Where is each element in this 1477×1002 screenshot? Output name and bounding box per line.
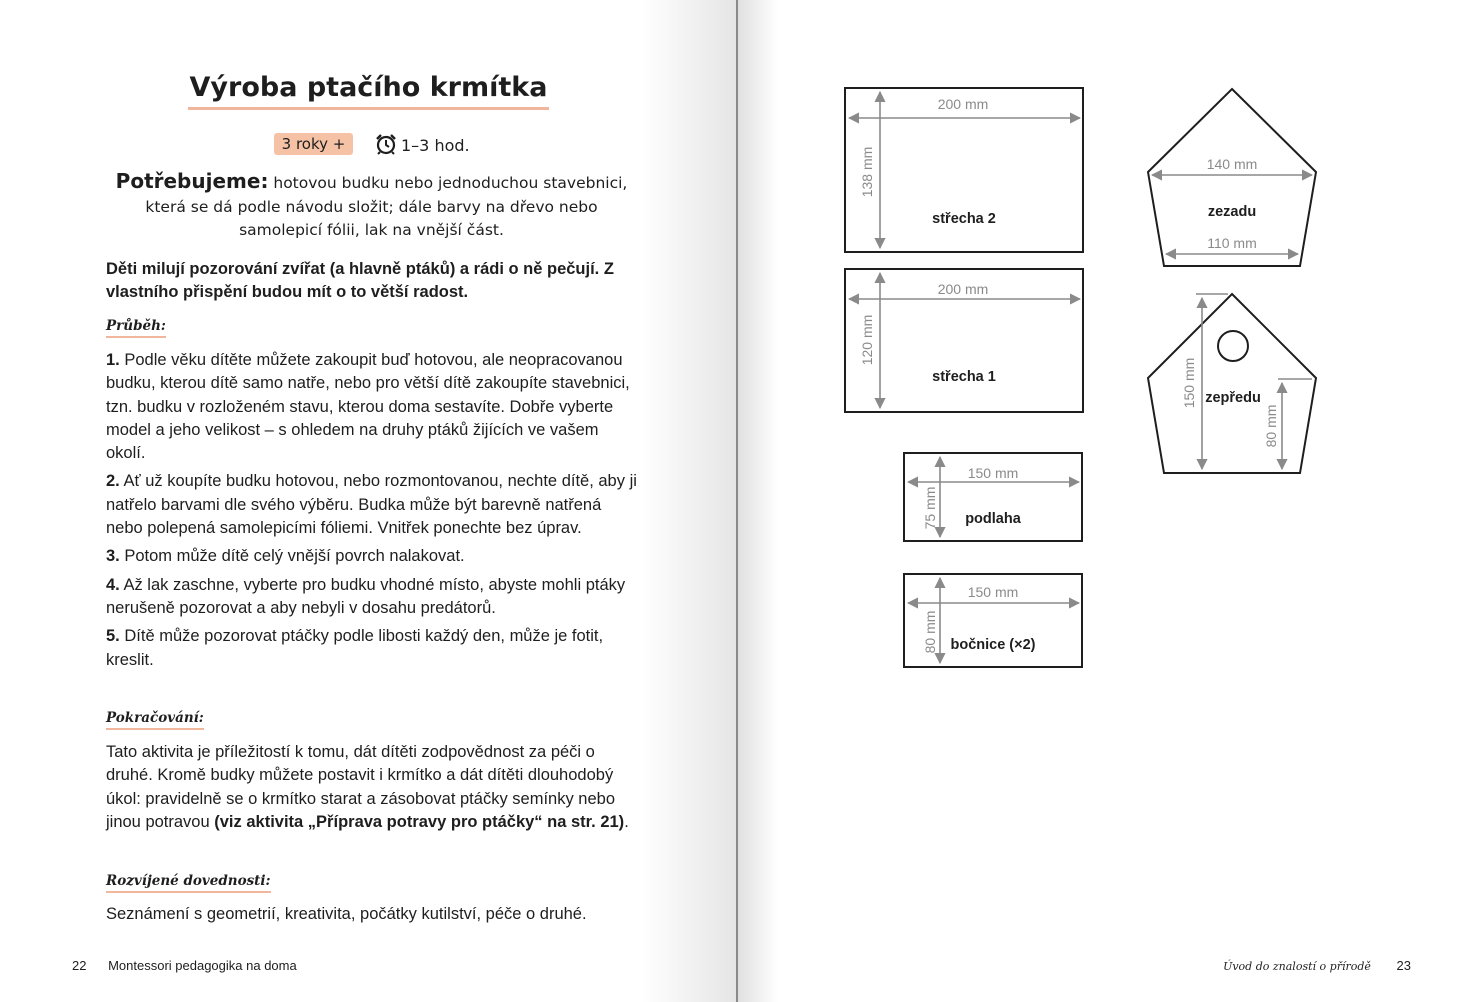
continuation-paragraph: Tato aktivita je příležitostí k tomu, dát dítěti zodpovědnost za péči o druhé. Kromě budky můžete postavit i krmítko a dát dítěti dlouhodobý úkol: pravidelně se o krmítko starat a zásobovat ptáčky semínky nebo jinou potravou (viz aktivita „Příprava potravy pro ptáčky“ na str. 21).	[106, 743, 629, 831]
part-back-wall	[1148, 89, 1316, 266]
part-roof-1	[845, 269, 1083, 412]
side-height: 80 mm	[922, 610, 938, 654]
section-heading-continuation: Pokračování:	[106, 710, 204, 730]
front-label: zepředu	[1205, 390, 1261, 406]
back-bottom-width: 110 mm	[1207, 235, 1257, 251]
floor-width: 150 mm	[967, 465, 1019, 481]
intro-paragraph: Děti milují pozorování zvířat (a hlavně ptáků) a rádi o ně pečují. Z vlastního přispění budou mít o to větší radost.	[106, 260, 614, 302]
roof-2-height: 138 mm	[859, 146, 875, 198]
footer-right	[1223, 958, 1411, 973]
book-title: Montessori pedagogika na doma	[108, 958, 297, 973]
entrance-hole	[1218, 331, 1248, 361]
skills-paragraph: Seznámení s geometrií, kreativita, počátky kutilství, péče o druhé.	[106, 905, 587, 923]
part-floor	[904, 453, 1082, 541]
page-number: 23	[1396, 958, 1411, 973]
part-front-wall	[1148, 294, 1316, 473]
step-item: 4. Až lak zaschne, vyberte pro budku vhodné místo, abyste mohli ptáky nerušeně pozorovat a aby nebyli v dosahu predátorů.	[106, 575, 626, 617]
page-title-text: Výroba ptačího krmítka	[188, 72, 550, 110]
materials-label: Potřebujeme:	[115, 169, 269, 193]
roof-1-width: 200 mm	[937, 281, 989, 297]
step-item: 2. Ať už koupíte budku hotovou, nebo rozmontovanou, nechte dítě, aby ji natřelo barvami dle svého výběru. Budka může být barevně natřená nebo polepená samolepicími fóliemi. Vnitřek ponechte bez úprav.	[106, 472, 637, 538]
roof-1-label: střecha 1	[932, 369, 996, 385]
section-heading-skills: Rozvíjené dovednosti:	[106, 873, 271, 893]
section-heading-progress: Průběh:	[106, 318, 166, 338]
floor-height: 75 mm	[922, 486, 938, 530]
side-width: 150 mm	[967, 584, 1019, 600]
step-item: 3. Potom může dítě celý vnější povrch nalakovat.	[106, 547, 465, 566]
back-top-width: 140 mm	[1206, 156, 1258, 172]
back-label: zezadu	[1207, 204, 1257, 220]
roof-1-height: 120 mm	[859, 314, 875, 366]
step-item: 5. Dítě může pozorovat ptáčky podle libosti každý den, může je fotit, kreslit.	[106, 627, 604, 669]
duration-text: 1–3 hod.	[401, 136, 470, 155]
section-title: Úvod do znalostí o přírodě	[1223, 960, 1371, 973]
front-height: 150 mm	[1181, 357, 1197, 409]
roof-2-label: střecha 2	[932, 211, 996, 227]
age-badge: 3 roky +	[274, 133, 353, 155]
floor-label: podlaha	[965, 511, 1021, 527]
materials-text: hotovou budku nebo jednoduchou stavebnici, která se dá podle návodu složit; dále barvy na dřevo nebo samolepicí fólii, lak na vnější část.	[145, 174, 628, 239]
part-roof-2	[845, 88, 1083, 252]
side-label: bočnice (×2)	[950, 637, 1036, 653]
step-item: 1. Podle věku dítěte můžete zakoupit buď hotovou, ale neopracovanou budku, kterou dítě samo natře, nebo pro větší dítě zakoupíte stavebnici, tzn. budku v rozloženém stavu, kterou doma sestavíte. Dobře vyberte model a jeho velikost – s ohledem na druhy ptáků žijících ve vašem okolí.	[106, 351, 630, 463]
roof-2-width: 200 mm	[937, 96, 989, 112]
page-number: 22	[72, 958, 87, 973]
part-side-wall	[904, 574, 1082, 667]
cross-reference: (viz aktivita „Příprava potravy pro ptáčky“ na str. 21)	[214, 812, 625, 831]
front-side-height: 80 mm	[1263, 404, 1279, 448]
